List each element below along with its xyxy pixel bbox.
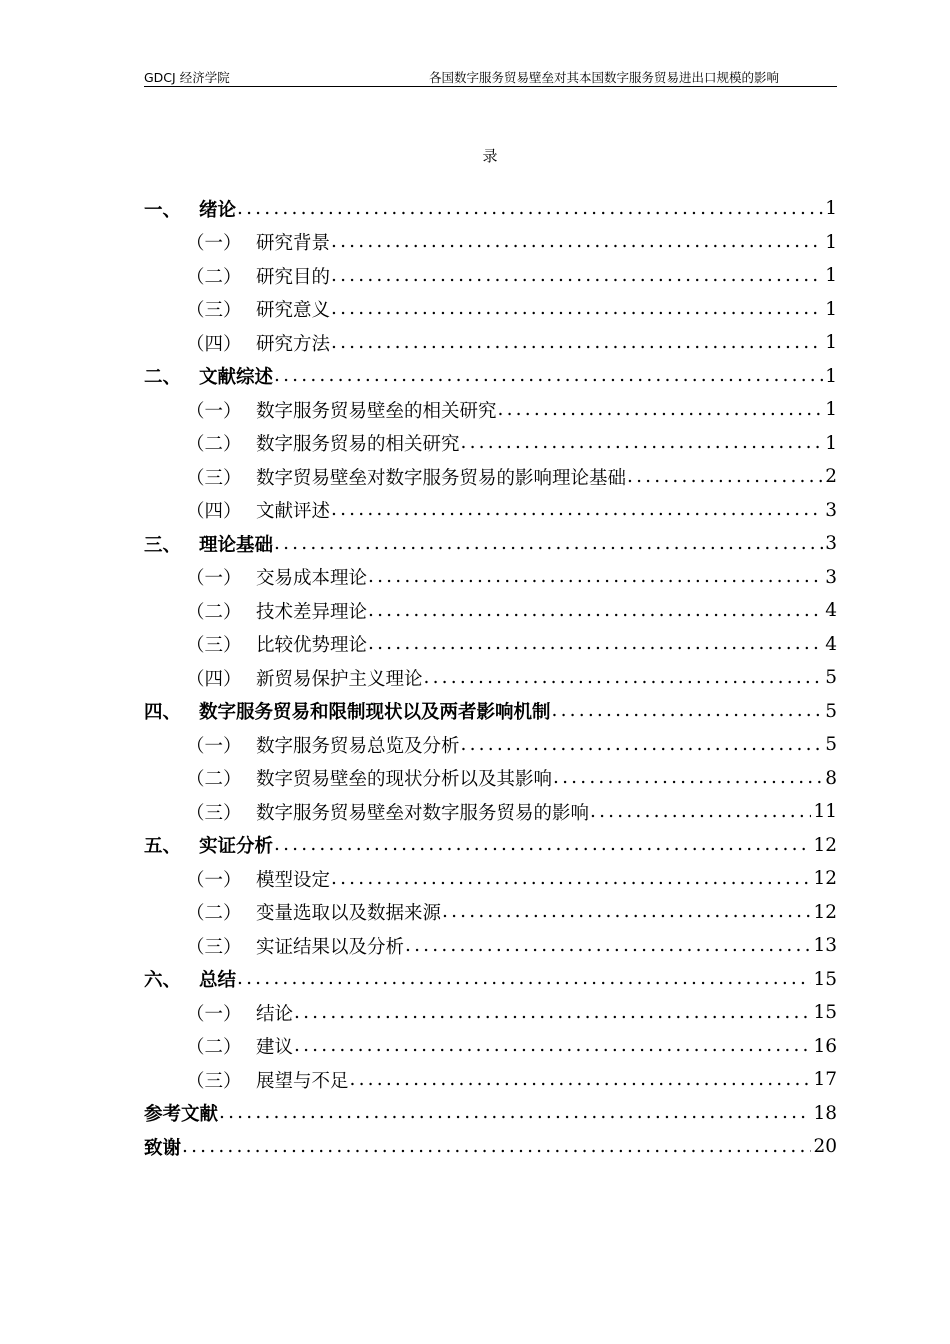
toc-chapter-entry[interactable] bbox=[144, 1097, 837, 1131]
toc-dot-leader bbox=[237, 197, 823, 221]
toc-entry-title: 结论 bbox=[256, 1003, 294, 1025]
toc-entry-title: 数字贸易壁垒对数字服务贸易的影响理论基础 bbox=[256, 467, 627, 489]
toc-entry-title: 数字贸易壁垒的现状分析以及其影响 bbox=[256, 769, 553, 791]
toc-entry-page: 3 bbox=[825, 499, 837, 521]
toc-dot-leader bbox=[461, 431, 824, 455]
toc-section-entry[interactable] bbox=[144, 929, 837, 963]
toc-entry-title: 研究目的 bbox=[256, 266, 331, 288]
toc-entry-page: 1 bbox=[825, 298, 837, 320]
toc-dot-leader bbox=[274, 364, 823, 388]
toc-dot-leader bbox=[627, 465, 823, 489]
toc-entry-page: 4 bbox=[825, 600, 837, 622]
toc-entry-number: （三） bbox=[186, 467, 242, 489]
toc-entry-page: 3 bbox=[825, 533, 837, 555]
toc-entry-page: 12 bbox=[813, 868, 837, 890]
toc-entry-number: 五、 bbox=[144, 836, 182, 858]
toc-dot-leader bbox=[350, 1068, 812, 1092]
toc-entry-page: 11 bbox=[813, 801, 837, 823]
toc-entry-number: （三） bbox=[186, 300, 242, 322]
toc-section-entry[interactable] bbox=[144, 795, 837, 829]
toc-entry-number: （一） bbox=[186, 400, 242, 422]
toc-section-entry[interactable] bbox=[144, 393, 837, 427]
toc-section-entry[interactable] bbox=[144, 896, 837, 930]
toc-entry-title: 研究背景 bbox=[256, 233, 331, 255]
toc-entry-page: 1 bbox=[825, 432, 837, 454]
toc-entry-number: 三、 bbox=[144, 534, 182, 556]
toc-entry-number: （三） bbox=[186, 1070, 242, 1092]
toc-dot-leader bbox=[274, 532, 823, 556]
toc-entry-number: （二） bbox=[186, 1037, 242, 1059]
toc-entry-title: 数字服务贸易总览及分析 bbox=[256, 735, 460, 757]
toc-entry-number: （二） bbox=[186, 266, 242, 288]
toc-dot-leader bbox=[498, 398, 824, 422]
toc-dot-leader bbox=[368, 599, 823, 623]
toc-entry-title: 交易成本理论 bbox=[256, 568, 368, 590]
toc-entry-title: 变量选取以及数据来源 bbox=[256, 903, 442, 925]
header-left-text: GDCJ 经济学院 bbox=[144, 70, 230, 85]
toc-entry-page: 4 bbox=[825, 633, 837, 655]
toc-entry-page: 20 bbox=[813, 1136, 837, 1158]
toc-entry-title: 参考文献 bbox=[144, 1104, 219, 1126]
toc-entry-number: （一） bbox=[186, 735, 242, 757]
toc-entry-number: （一） bbox=[186, 233, 242, 255]
toc-chapter-entry[interactable] bbox=[144, 1130, 837, 1164]
toc-entry-number: （二） bbox=[186, 434, 242, 456]
header-right-text: 各国数字服务贸易壁垒对其本国数字服务贸易进出口规模的影响 bbox=[428, 70, 779, 85]
toc-chapter-entry[interactable] bbox=[144, 360, 837, 394]
toc-entry-page: 2 bbox=[825, 466, 837, 488]
toc-section-entry[interactable] bbox=[144, 460, 837, 494]
toc-entry-page: 1 bbox=[825, 265, 837, 287]
toc-dot-leader bbox=[331, 264, 823, 288]
toc-entry-number: （四） bbox=[186, 668, 242, 690]
toc-entry-page: 5 bbox=[825, 700, 837, 722]
toc-entry-page: 17 bbox=[813, 1069, 837, 1091]
toc-entry-title: 比较优势理论 bbox=[256, 635, 368, 657]
toc-entry-page: 12 bbox=[813, 834, 837, 856]
toc-entry-title: 新贸易保护主义理论 bbox=[256, 668, 423, 690]
toc-entry-page: 1 bbox=[825, 365, 837, 387]
toc-entry-title: 模型设定 bbox=[256, 869, 331, 891]
toc-title: 录 bbox=[482, 147, 498, 165]
toc-entry-title: 实证分析 bbox=[199, 836, 274, 858]
toc-dot-leader bbox=[182, 1135, 811, 1159]
toc-section-entry[interactable] bbox=[144, 1063, 837, 1097]
toc-entry-title: 数字服务贸易和限制现状以及两者影响机制 bbox=[199, 702, 551, 724]
toc-entry-page: 1 bbox=[825, 198, 837, 220]
toc-dot-leader bbox=[424, 666, 824, 690]
toc-entry-page: 1 bbox=[825, 231, 837, 253]
toc-dot-leader bbox=[590, 800, 811, 824]
toc-entry-number: （二） bbox=[186, 769, 242, 791]
toc-section-entry[interactable] bbox=[144, 728, 837, 762]
toc-entry-number: （二） bbox=[186, 903, 242, 925]
toc-chapter-entry[interactable] bbox=[144, 192, 837, 226]
toc-entry-page: 12 bbox=[813, 901, 837, 923]
toc-dot-leader bbox=[331, 867, 811, 891]
toc-entry-number: （一） bbox=[186, 869, 242, 891]
toc-entry-page: 1 bbox=[825, 332, 837, 354]
toc-entry-number: （一） bbox=[186, 1003, 242, 1025]
toc-section-entry[interactable] bbox=[144, 862, 837, 896]
toc-entry-page: 3 bbox=[825, 566, 837, 588]
toc-dot-leader bbox=[331, 230, 823, 254]
toc-entry-number: （三） bbox=[186, 802, 242, 824]
toc-section-entry[interactable] bbox=[144, 259, 837, 293]
toc-section-entry[interactable] bbox=[144, 427, 837, 461]
toc-section-entry[interactable] bbox=[144, 996, 837, 1030]
toc-entry-page: 15 bbox=[813, 1002, 837, 1024]
toc-dot-leader bbox=[368, 565, 823, 589]
toc-entry-title: 绪论 bbox=[199, 199, 237, 221]
toc-section-entry[interactable] bbox=[144, 494, 837, 528]
toc-entry-page: 1 bbox=[825, 399, 837, 421]
toc-entry-title: 展望与不足 bbox=[256, 1070, 349, 1092]
toc-dot-leader bbox=[294, 1034, 811, 1058]
toc-entry-page: 18 bbox=[813, 1102, 837, 1124]
toc-entry-page: 13 bbox=[813, 935, 837, 957]
toc-dot-leader bbox=[294, 1001, 811, 1025]
toc-section-entry[interactable] bbox=[144, 226, 837, 260]
toc-dot-leader bbox=[553, 766, 823, 790]
toc-chapter-entry[interactable] bbox=[144, 963, 837, 997]
toc-section-entry[interactable] bbox=[144, 661, 837, 695]
toc-entry-number: （四） bbox=[186, 501, 242, 523]
toc-section-entry[interactable] bbox=[144, 1030, 837, 1064]
toc-entry-number: （一） bbox=[186, 568, 242, 590]
toc-entry-page: 5 bbox=[825, 734, 837, 756]
toc-dot-leader bbox=[237, 967, 811, 991]
toc-dot-leader bbox=[442, 900, 811, 924]
toc-dot-leader bbox=[274, 833, 811, 857]
toc-entry-number: 六、 bbox=[144, 970, 182, 992]
toc-dot-leader bbox=[552, 699, 824, 723]
toc-chapter-entry[interactable] bbox=[144, 829, 837, 863]
toc-entry-number: 二、 bbox=[144, 367, 182, 389]
toc-chapter-entry[interactable] bbox=[144, 695, 837, 729]
toc-dot-leader bbox=[368, 632, 823, 656]
table-of-contents bbox=[144, 192, 837, 1164]
toc-entry-title: 建议 bbox=[256, 1037, 294, 1059]
toc-entry-title: 总结 bbox=[199, 970, 237, 992]
toc-entry-title: 实证结果以及分析 bbox=[256, 936, 405, 958]
toc-entry-number: （二） bbox=[186, 601, 242, 623]
toc-entry-number: （三） bbox=[186, 936, 242, 958]
toc-section-entry[interactable] bbox=[144, 293, 837, 327]
toc-dot-leader bbox=[331, 498, 823, 522]
toc-entry-title: 致谢 bbox=[144, 1137, 182, 1159]
toc-section-entry[interactable] bbox=[144, 594, 837, 628]
toc-entry-title: 文献综述 bbox=[199, 367, 274, 389]
toc-entry-page: 5 bbox=[825, 667, 837, 689]
toc-entry-title: 研究意义 bbox=[256, 300, 331, 322]
toc-dot-leader bbox=[461, 733, 824, 757]
toc-dot-leader bbox=[405, 934, 811, 958]
toc-entry-title: 数字服务贸易壁垒对数字服务贸易的影响 bbox=[256, 802, 590, 824]
toc-section-entry[interactable] bbox=[144, 561, 837, 595]
page-header bbox=[144, 66, 837, 87]
toc-section-entry[interactable] bbox=[144, 326, 837, 360]
toc-dot-leader bbox=[331, 331, 823, 355]
toc-entry-title: 技术差异理论 bbox=[256, 601, 368, 623]
toc-entry-page: 15 bbox=[813, 968, 837, 990]
toc-entry-page: 16 bbox=[813, 1035, 837, 1057]
toc-entry-title: 研究方法 bbox=[256, 333, 331, 355]
toc-entry-number: （四） bbox=[186, 333, 242, 355]
toc-entry-number: （三） bbox=[186, 635, 242, 657]
toc-chapter-entry[interactable] bbox=[144, 527, 837, 561]
toc-entry-page: 8 bbox=[825, 767, 837, 789]
toc-entry-number: 四、 bbox=[144, 702, 182, 724]
toc-entry-title: 数字服务贸易的相关研究 bbox=[256, 434, 460, 456]
toc-entry-title: 文献评述 bbox=[256, 501, 331, 523]
toc-dot-leader bbox=[219, 1101, 811, 1125]
toc-section-entry[interactable] bbox=[144, 762, 837, 796]
toc-entry-title: 数字服务贸易壁垒的相关研究 bbox=[256, 400, 497, 422]
toc-dot-leader bbox=[331, 297, 823, 321]
toc-entry-title: 理论基础 bbox=[199, 534, 274, 556]
toc-section-entry[interactable] bbox=[144, 628, 837, 662]
toc-entry-number: 一、 bbox=[144, 199, 182, 221]
